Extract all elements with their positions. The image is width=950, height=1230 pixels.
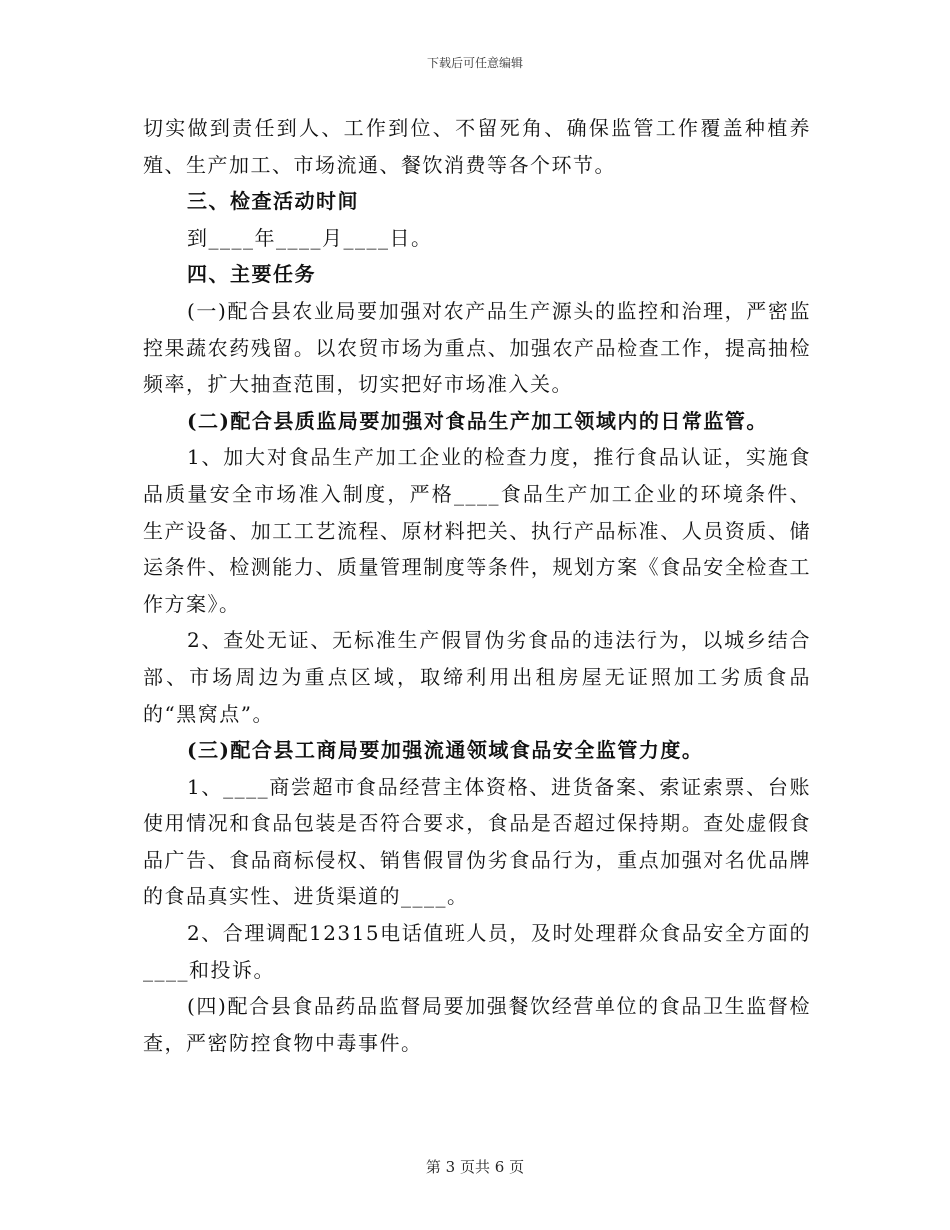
document-body — [143, 110, 811, 1061]
paragraph-scope: 切实做到责任到人、工作到位、不留死角、确保监管工作覆盖种植养殖、生产加工、市场流通、餐饮消费等各个环节。 — [143, 116, 811, 177]
paragraph-quality-item-2: 2、查处无证、无标准生产假冒伪劣食品的违法行为，以城乡结合部、市场周边为重点区域，取缔利用出租房屋无证照加工劣质食品的“黑窝点”。 — [143, 628, 811, 726]
heading-commerce-bureau: (三)配合县工商局要加强流通领域食品安全监管力度。 — [187, 738, 704, 763]
paragraph-food-drug-bureau: (四)配合县食品药品监督局要加强餐饮经营单位的食品卫生监督检查，严密防控食物中毒事件。 — [143, 994, 811, 1055]
paragraph-date-range: 到____年____月____日。 — [187, 225, 433, 250]
heading-inspection-time: 三、检查活动时间 — [187, 189, 359, 214]
heading-quality-bureau: (二)配合县质监局要加强对食品生产加工领域内的日常监管。 — [187, 408, 768, 433]
paragraph-quality-item-1: 1、加大对食品生产加工企业的检查力度，推行食品认证，实施食品质量安全市场准入制度，严格____食品生产加工企业的环境条件、生产设备、加工工艺流程、原材料把关、执行产品标准、人员资质、储运条件、检测能力、质量管理制度等条件，规划方案《食品安全检查工作方案》。 — [143, 445, 811, 616]
page-footer: 第 3 页共 6 页 — [425, 1158, 525, 1176]
paragraph-commerce-item-2: 2、合理调配12315电话值班人员，及时处理群众食品安全方面的____和投诉。 — [143, 921, 811, 982]
paragraph-agriculture-bureau: (一)配合县农业局要加强对农产品生产源头的监控和治理，严密监控果蔬农药残留。以农贸市场为重点、加强农产品检查工作，提高抽检频率，扩大抽查范围，切实把好市场准入关。 — [143, 298, 811, 397]
page-header: 下载后可任意编辑 — [426, 56, 523, 70]
paragraph-commerce-item-1: 1、____商尝超市食品经营主体资格、进货备案、索证索票、台账使用情况和食品包装是否符合要求，食品是否超过保持期。查处虚假食品广告、食品商标侵权、销售假冒伪劣食品行为，重点加强对名优品牌的食品真实性、进货渠道的____。 — [143, 774, 811, 909]
heading-main-tasks: 四、主要任务 — [187, 262, 316, 287]
